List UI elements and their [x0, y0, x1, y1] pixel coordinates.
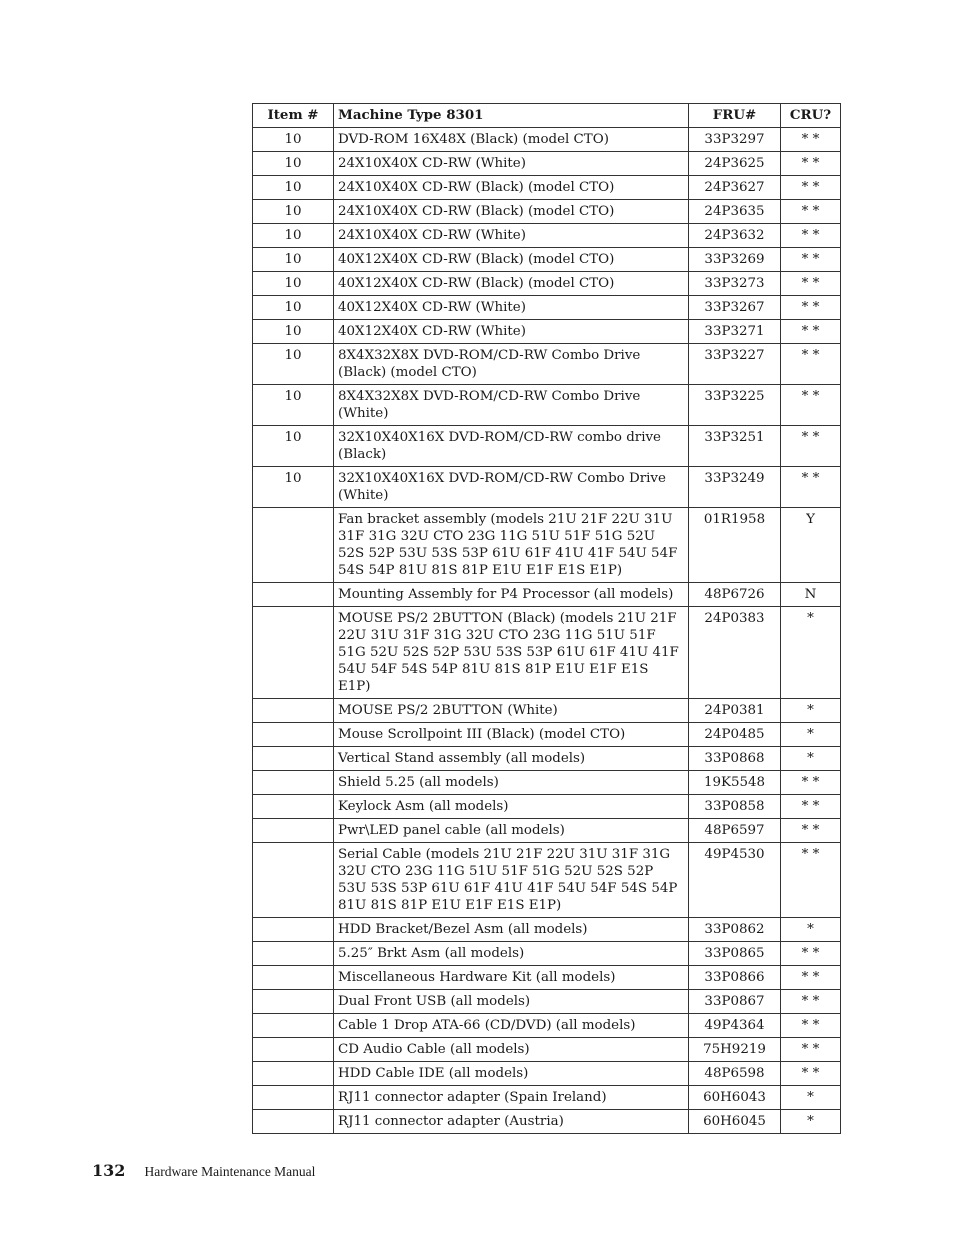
cell-cru: * [781, 918, 841, 942]
cell-item-number [253, 699, 334, 723]
cell-description: Serial Cable (models 21U 21F 22U 31U 31F 31G 32U CTO 23G 11G 51U 51F 51G 52U 52S 52P 53U 53S 53P 61U 61F 41U 41F 54U 54F 54S 54P 81U 81S 81P E1U E1F E1S E1P) [334, 843, 689, 918]
cell-cru: * * [781, 248, 841, 272]
cell-cru: * * [781, 942, 841, 966]
cell-item-number [253, 1014, 334, 1038]
cell-item-number: 10 [253, 467, 334, 508]
table-row [253, 1110, 841, 1134]
cell-fru-number: 48P6597 [689, 819, 781, 843]
cell-description: 32X10X40X16X DVD-ROM/CD-RW Combo Drive (White) [334, 467, 689, 508]
cell-fru-number: 24P0383 [689, 607, 781, 699]
cell-description: Keylock Asm (all models) [334, 795, 689, 819]
cell-cru: * * [781, 1014, 841, 1038]
table-row [253, 344, 841, 385]
cell-description: RJ11 connector adapter (Austria) [334, 1110, 689, 1134]
cell-fru-number: 01R1958 [689, 508, 781, 583]
table-row [253, 1014, 841, 1038]
cell-item-number: 10 [253, 426, 334, 467]
cell-item-number [253, 583, 334, 607]
page-footer [92, 1161, 315, 1180]
table-row [253, 467, 841, 508]
cell-cru: * * [781, 771, 841, 795]
table-row [253, 795, 841, 819]
table-row [253, 747, 841, 771]
cell-fru-number: 33P3249 [689, 467, 781, 508]
table-row [253, 296, 841, 320]
table-header-row [253, 104, 841, 128]
cell-description: 24X10X40X CD-RW (Black) (model CTO) [334, 200, 689, 224]
cell-description: Shield 5.25 (all models) [334, 771, 689, 795]
table-row [253, 128, 841, 152]
cell-cru: * * [781, 128, 841, 152]
table-row [253, 966, 841, 990]
cell-item-number [253, 607, 334, 699]
cell-item-number: 10 [253, 128, 334, 152]
header-item-number: Item # [253, 104, 334, 128]
cell-description: Pwr\LED panel cable (all models) [334, 819, 689, 843]
table-row [253, 176, 841, 200]
page-number: 132 [92, 1161, 126, 1180]
cell-cru: * * [781, 819, 841, 843]
cell-description: HDD Cable IDE (all models) [334, 1062, 689, 1086]
cell-item-number [253, 747, 334, 771]
cell-cru: * * [781, 296, 841, 320]
cell-fru-number: 19K5548 [689, 771, 781, 795]
cell-cru: * * [781, 1062, 841, 1086]
cell-item-number [253, 795, 334, 819]
cell-fru-number: 33P3271 [689, 320, 781, 344]
cell-description: 5.25″ Brkt Asm (all models) [334, 942, 689, 966]
cell-fru-number: 33P0868 [689, 747, 781, 771]
cell-description: Cable 1 Drop ATA-66 (CD/DVD) (all models) [334, 1014, 689, 1038]
cell-item-number [253, 771, 334, 795]
table-row [253, 426, 841, 467]
cell-fru-number: 33P0862 [689, 918, 781, 942]
cell-fru-number: 33P0867 [689, 990, 781, 1014]
cell-fru-number: 24P0485 [689, 723, 781, 747]
cell-item-number: 10 [253, 224, 334, 248]
table-row [253, 200, 841, 224]
cell-description: 24X10X40X CD-RW (White) [334, 224, 689, 248]
table-row [253, 607, 841, 699]
cell-item-number [253, 1062, 334, 1086]
cell-fru-number: 33P0865 [689, 942, 781, 966]
cell-fru-number: 33P0866 [689, 966, 781, 990]
cell-cru: * * [781, 152, 841, 176]
table-row [253, 843, 841, 918]
cell-fru-number: 33P0858 [689, 795, 781, 819]
cell-fru-number: 24P3627 [689, 176, 781, 200]
table-row [253, 152, 841, 176]
cell-cru: * * [781, 1038, 841, 1062]
cell-cru: * * [781, 467, 841, 508]
cell-fru-number: 49P4530 [689, 843, 781, 918]
cell-fru-number: 24P3632 [689, 224, 781, 248]
cell-fru-number: 33P3251 [689, 426, 781, 467]
table-row [253, 385, 841, 426]
cell-cru: * * [781, 320, 841, 344]
cell-item-number: 10 [253, 248, 334, 272]
cell-description: Miscellaneous Hardware Kit (all models) [334, 966, 689, 990]
cell-cru: * [781, 723, 841, 747]
cell-cru: Y [781, 508, 841, 583]
table-row [253, 990, 841, 1014]
cell-description: 8X4X32X8X DVD-ROM/CD-RW Combo Drive (Black) (model CTO) [334, 344, 689, 385]
cell-description: 40X12X40X CD-RW (Black) (model CTO) [334, 248, 689, 272]
cell-item-number [253, 966, 334, 990]
cell-description: MOUSE PS/2 2BUTTON (White) [334, 699, 689, 723]
cell-fru-number: 33P3225 [689, 385, 781, 426]
cell-description: CD Audio Cable (all models) [334, 1038, 689, 1062]
cell-fru-number: 49P4364 [689, 1014, 781, 1038]
table-row [253, 699, 841, 723]
cell-description: 24X10X40X CD-RW (Black) (model CTO) [334, 176, 689, 200]
cell-description: DVD-ROM 16X48X (Black) (model CTO) [334, 128, 689, 152]
table-row [253, 819, 841, 843]
cell-cru: * [781, 1086, 841, 1110]
cell-description: Dual Front USB (all models) [334, 990, 689, 1014]
cell-fru-number: 33P3269 [689, 248, 781, 272]
table-row [253, 918, 841, 942]
cell-cru: * [781, 699, 841, 723]
cell-fru-number: 33P3297 [689, 128, 781, 152]
cell-item-number [253, 819, 334, 843]
cell-description: Fan bracket assembly (models 21U 21F 22U 31U 31F 31G 32U CTO 23G 11G 51U 51F 51G 52U 52S 52P 53U 53S 53P 61U 61F 41U 41F 54U 54F 54S 54P 81U 81S 81P E1U E1F E1S E1P) [334, 508, 689, 583]
cell-fru-number: 75H9219 [689, 1038, 781, 1062]
cell-cru: * [781, 607, 841, 699]
cell-item-number [253, 508, 334, 583]
cell-cru: * * [781, 795, 841, 819]
cell-cru: * * [781, 426, 841, 467]
table-row [253, 224, 841, 248]
cell-item-number: 10 [253, 152, 334, 176]
table-row [253, 942, 841, 966]
cell-fru-number: 33P3273 [689, 272, 781, 296]
cell-description: RJ11 connector adapter (Spain Ireland) [334, 1086, 689, 1110]
table-body [253, 128, 841, 1134]
table-row [253, 1086, 841, 1110]
cell-description: 32X10X40X16X DVD-ROM/CD-RW combo drive (Black) [334, 426, 689, 467]
cell-item-number: 10 [253, 385, 334, 426]
cell-cru: * * [781, 966, 841, 990]
cell-description: Vertical Stand assembly (all models) [334, 747, 689, 771]
cell-cru: * * [781, 843, 841, 918]
cell-fru-number: 48P6726 [689, 583, 781, 607]
table-row [253, 508, 841, 583]
manual-title: Hardware Maintenance Manual [144, 1164, 316, 1179]
cell-description: Mouse Scrollpoint III (Black) (model CTO) [334, 723, 689, 747]
cell-item-number [253, 918, 334, 942]
cell-cru: * * [781, 272, 841, 296]
header-fru-number: FRU# [689, 104, 781, 128]
table-row [253, 583, 841, 607]
cell-item-number: 10 [253, 344, 334, 385]
cell-description: 24X10X40X CD-RW (White) [334, 152, 689, 176]
cell-item-number [253, 942, 334, 966]
table-row [253, 771, 841, 795]
table-row [253, 723, 841, 747]
cell-cru: * [781, 747, 841, 771]
cell-cru: * * [781, 200, 841, 224]
cell-cru: * [781, 1110, 841, 1134]
table-row [253, 1062, 841, 1086]
cell-item-number [253, 1086, 334, 1110]
cell-cru: * * [781, 176, 841, 200]
cell-description: 40X12X40X CD-RW (White) [334, 320, 689, 344]
cell-fru-number: 60H6045 [689, 1110, 781, 1134]
cell-description: 40X12X40X CD-RW (Black) (model CTO) [334, 272, 689, 296]
cell-item-number: 10 [253, 272, 334, 296]
fru-parts-table [252, 103, 841, 1134]
header-machine-type: Machine Type 8301 [334, 104, 689, 128]
cell-fru-number: 24P3635 [689, 200, 781, 224]
table-row [253, 1038, 841, 1062]
cell-fru-number: 24P0381 [689, 699, 781, 723]
cell-item-number: 10 [253, 176, 334, 200]
cell-cru: * * [781, 385, 841, 426]
cell-description: Mounting Assembly for P4 Processor (all models) [334, 583, 689, 607]
cell-fru-number: 33P3267 [689, 296, 781, 320]
cell-description: 40X12X40X CD-RW (White) [334, 296, 689, 320]
cell-item-number [253, 1038, 334, 1062]
cell-item-number: 10 [253, 200, 334, 224]
cell-fru-number: 33P3227 [689, 344, 781, 385]
cell-item-number [253, 990, 334, 1014]
cell-cru: * * [781, 344, 841, 385]
cell-fru-number: 24P3625 [689, 152, 781, 176]
cell-fru-number: 60H6043 [689, 1086, 781, 1110]
cell-cru: * * [781, 224, 841, 248]
cell-item-number [253, 723, 334, 747]
cell-cru: * * [781, 990, 841, 1014]
table-row [253, 248, 841, 272]
cell-description: MOUSE PS/2 2BUTTON (Black) (models 21U 21F 22U 31U 31F 31G 32U CTO 23G 11G 51U 51F 51G 52U 52S 52P 53U 53S 53P 61U 61F 41U 41F 54U 54F 54S 54P 81U 81S 81P E1U E1F E1S E1P) [334, 607, 689, 699]
cell-fru-number: 48P6598 [689, 1062, 781, 1086]
table-row [253, 272, 841, 296]
header-cru: CRU? [781, 104, 841, 128]
cell-description: 8X4X32X8X DVD-ROM/CD-RW Combo Drive (White) [334, 385, 689, 426]
cell-cru: N [781, 583, 841, 607]
table-row [253, 320, 841, 344]
cell-item-number: 10 [253, 296, 334, 320]
cell-item-number [253, 843, 334, 918]
cell-item-number [253, 1110, 334, 1134]
cell-item-number: 10 [253, 320, 334, 344]
cell-description: HDD Bracket/Bezel Asm (all models) [334, 918, 689, 942]
